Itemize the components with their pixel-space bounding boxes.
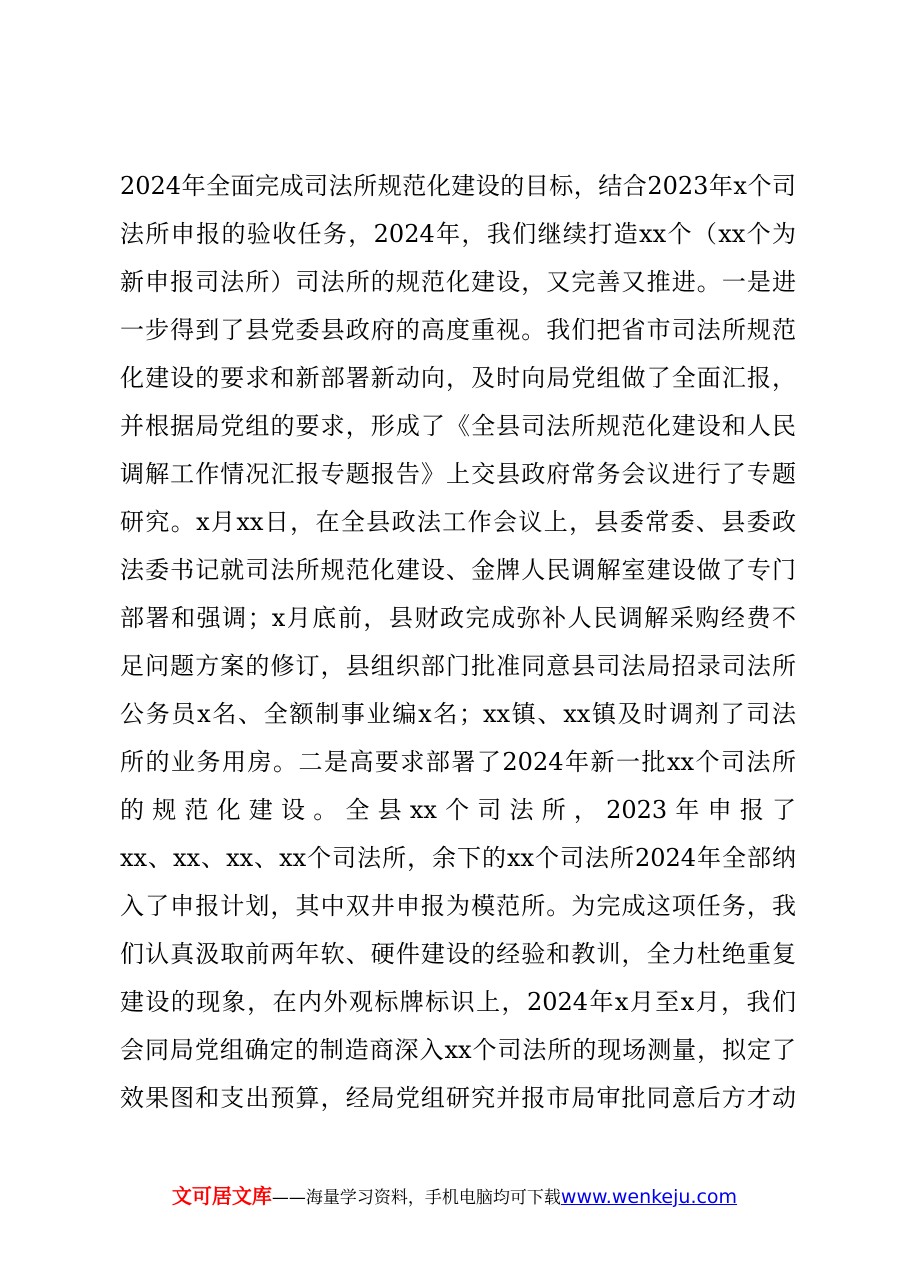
text-line: 公务员x名、全额制事业编x名；xx镇、xx镇及时调剂了司法 [120, 700, 796, 728]
text-line: 足问题方案的修订，县组织部门批准同意县司法局招录司法所 [120, 652, 796, 680]
text-line: 建设的现象，在内外观标牌标识上，2024年x月至x月，我们 [120, 988, 796, 1016]
text-line: 法委书记就司法所规范化建设、金牌人民调解室建设做了专门 [120, 556, 796, 584]
text-line: 效果图和支出预算，经局党组研究并报市局审批同意后方才动 [120, 1084, 796, 1112]
text-line: 研究。x月xx日，在全县政法工作会议上，县委常委、县委政 [120, 508, 796, 536]
text-line: 调解工作情况汇报专题报告》上交县政府常务会议进行了专题 [120, 460, 796, 488]
footer-tagline: ——海量学习资料，手机电脑均可下载 [271, 1188, 561, 1208]
text-line: 入了申报计划，其中双井申报为模范所。为完成这项任务，我 [120, 892, 796, 920]
text-line: 新申报司法所）司法所的规范化建设，又完善又推进。一是进 [120, 268, 796, 296]
text-line: 2024年全面完成司法所规范化建设的目标，结合2023年x个司 [120, 172, 796, 200]
text-line: 所的业务用房。二是高要求部署了2024年新一批xx个司法所 [120, 748, 796, 776]
text-line: 化建设的要求和新部署新动向，及时向局党组做了全面汇报， [120, 364, 796, 392]
text-line: 并根据局党组的要求，形成了《全县司法所规范化建设和人民 [120, 412, 796, 440]
website-link[interactable]: www.wenkeju.com [560, 1186, 738, 1208]
brand-name: 文可居文库 [171, 1184, 272, 1208]
text-line: 的规范化建设。全县xx个司法所，2023年申报了 [120, 796, 796, 824]
text-line: 部署和强调；x月底前，县财政完成弥补人民调解采购经费不 [120, 604, 796, 632]
text-line: xx、xx、xx、xx个司法所，余下的xx个司法所2024年全部纳 [120, 844, 796, 872]
body-paragraph [120, 162, 796, 1122]
text-line: 们认真汲取前两年软、硬件建设的经验和教训，全力杜绝重复 [120, 940, 796, 968]
text-line: 法所申报的验收任务，2024年，我们继续打造xx个（xx个为 [120, 220, 796, 248]
text-line: 一步得到了县党委县政府的高度重视。我们把省市司法所规范 [120, 316, 796, 344]
footer-banner [0, 1180, 909, 1212]
text-line: 会同局党组确定的制造商深入xx个司法所的现场测量，拟定了 [120, 1036, 796, 1064]
